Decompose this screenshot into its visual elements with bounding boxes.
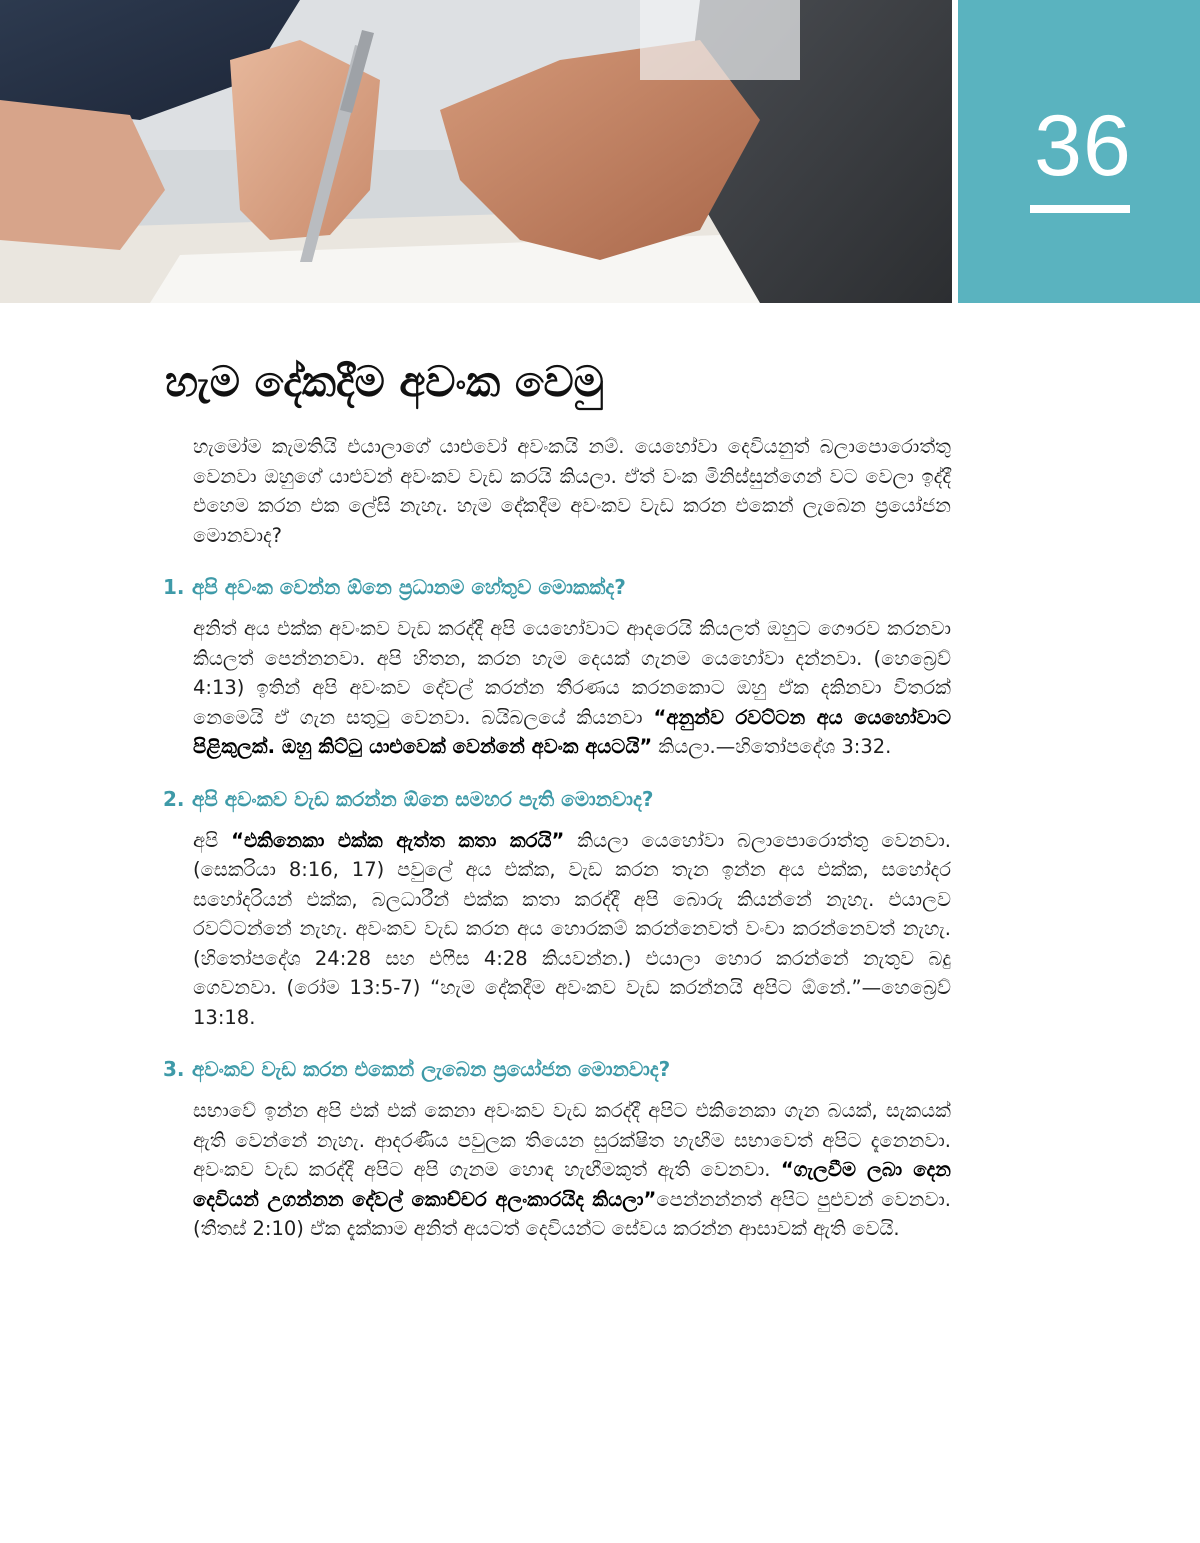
- answer-text: කියලා.—හිතෝපදේශ 3:32.: [652, 735, 892, 758]
- lesson-content: [163, 432, 951, 1244]
- answer-3: [193, 1096, 951, 1244]
- question-number: 1.: [163, 575, 185, 599]
- question-number: 3.: [163, 1057, 185, 1081]
- answer-text: පෙන්නන්නත් අපිට පුළුවන් වෙනවා. (තීතස් 2:10) ඒක දැක්කාම අනිත් අයටත් දෙවියන්ට සේවය කරන්න ආසාවක් ඇති වෙයි.: [193, 1187, 951, 1240]
- answer-text: සභාවේ ඉන්න අපි එක් එක් කෙනා අවංකව වැඩ කරද්දී අපිට එකිනෙකා ගැන බයක්, සැකයක් ඇති වෙන්නේ නැහැ. ආදරණීය පවුලක තියෙන සුරක්ෂිත හැඟීම සභාවෙත් අපිට දැනෙනවා. අවංකව වැඩ කරද්දී අපිට අපි ගැනම හොඳ හැඟීමකුත් ඇති වෙනවා.: [193, 1099, 951, 1181]
- question-text: අපි අවංකව වැඩ කරන්න ඕනෙ සමහර පැති මොනවාද?: [191, 786, 654, 811]
- chapter-number-box: [958, 0, 1200, 303]
- question-text: අපි අවංක වෙන්න ඕනෙ ප්‍රධානම හේතුව මොකක්ද?: [191, 575, 626, 599]
- page-title: හැම දේකදීම අවංක වෙමු: [165, 357, 604, 406]
- scripture-quote: “ගැලවීම ලබා දෙන දෙවියන් උගන්නන දේවල් කොච්චර අලංකාරයිද කියලා”: [193, 1158, 951, 1211]
- question-number: 2.: [163, 786, 185, 811]
- answer-text: කියලා යෙහෝවා බලාපොරොත්තු වෙනවා. (සෙකරියා 8:16, 17) පවුලේ අය එක්ක, වැඩ කරන තැන ඉන්න අය එක්ක, සහෝදර සහෝදරියන් එක්ක, බලධාරීන් එක්ක කතා කරද්දී අපි බොරු කියන්නේ නැහැ. එයාලව රවට්ටන්නේ නැහැ. අවංකව වැඩ කරන අය හොරකම් කරන්නෙවත් වංචා කරන්නෙවත් නැහැ. (හිතෝපදේශ 24:28 සහ එෆීස 4:28 කියවන්න.) එයාලා හොර කරන්නේ නැතුව බදු ගෙවනවා. (රෝම 13:5-7) “හැම දේකදීම අවංකව වැඩ කරන්නයි අපිට ඕනේ.”—හෙබ්‍රෙව් 13:18.: [193, 828, 951, 1029]
- question-text: අවංකව වැඩ කරන එකෙන් ලැබෙන ප්‍රයෝජන මොනවාද?: [191, 1057, 671, 1081]
- question-2: [163, 784, 951, 814]
- scripture-quote: “අනුන්ව රවට්ටන අය යෙහෝවාට පිළිකුලක්. ඔහු කිට්ටු යාළුවෙක් වෙන්නේ අවංක අයටයි”: [193, 705, 951, 758]
- answer-text: අනිත් අය එක්ක අවංකව වැඩ කරද්දී අපි යෙහෝවාට ආදරෙයි කියලත් ඔහුට ගෞරව කරනවා කියලත් පෙන්නනවා. අපි හිතන, කරන හැම දෙයක් ගැනම යෙහෝවා දන්නවා. (හෙබ්‍රෙව් 4:13) ඉතින් අපි අවංකව දේවල් කරන්න තීරණය කරනකොට ඔහු ඒක දකිනවා විතරක් නෙමෙයි ඒ ගැන සතුටු වෙනවා. බයිබලයේ කියනවා: [193, 617, 951, 729]
- question-3: [163, 1054, 951, 1084]
- chapter-underline: [1030, 205, 1130, 213]
- answer-text: අපි: [193, 828, 232, 852]
- hero-photo-handshake: [0, 0, 952, 303]
- intro-paragraph: හැමෝම කැමතියි එයාලාගේ යාළුවෝ අවංකයි නම්. යෙහෝවා දෙවියනුත් බලාපොරොත්තු වෙනවා ඔහුගේ යාළුවන් අවංකව වැඩ කරයි කියලා. ඒත් වංක මිනිස්සුන්ගෙන් වට වෙලා ඉද්දී එහෙම කරන එක ලේසි නැහැ. හැම දේකදීම අවංකව වැඩ කරන එකෙන් ලැබෙන ප්‍රයෝජන මොනවාද?: [193, 435, 951, 547]
- answer-2: [193, 826, 951, 1033]
- chapter-number: 36: [1034, 98, 1132, 194]
- answer-1: [193, 614, 951, 762]
- question-1: [163, 572, 951, 602]
- scripture-quote: “එකිනෙකා එක්ක ඇත්ත කතා කරයි”: [231, 828, 565, 852]
